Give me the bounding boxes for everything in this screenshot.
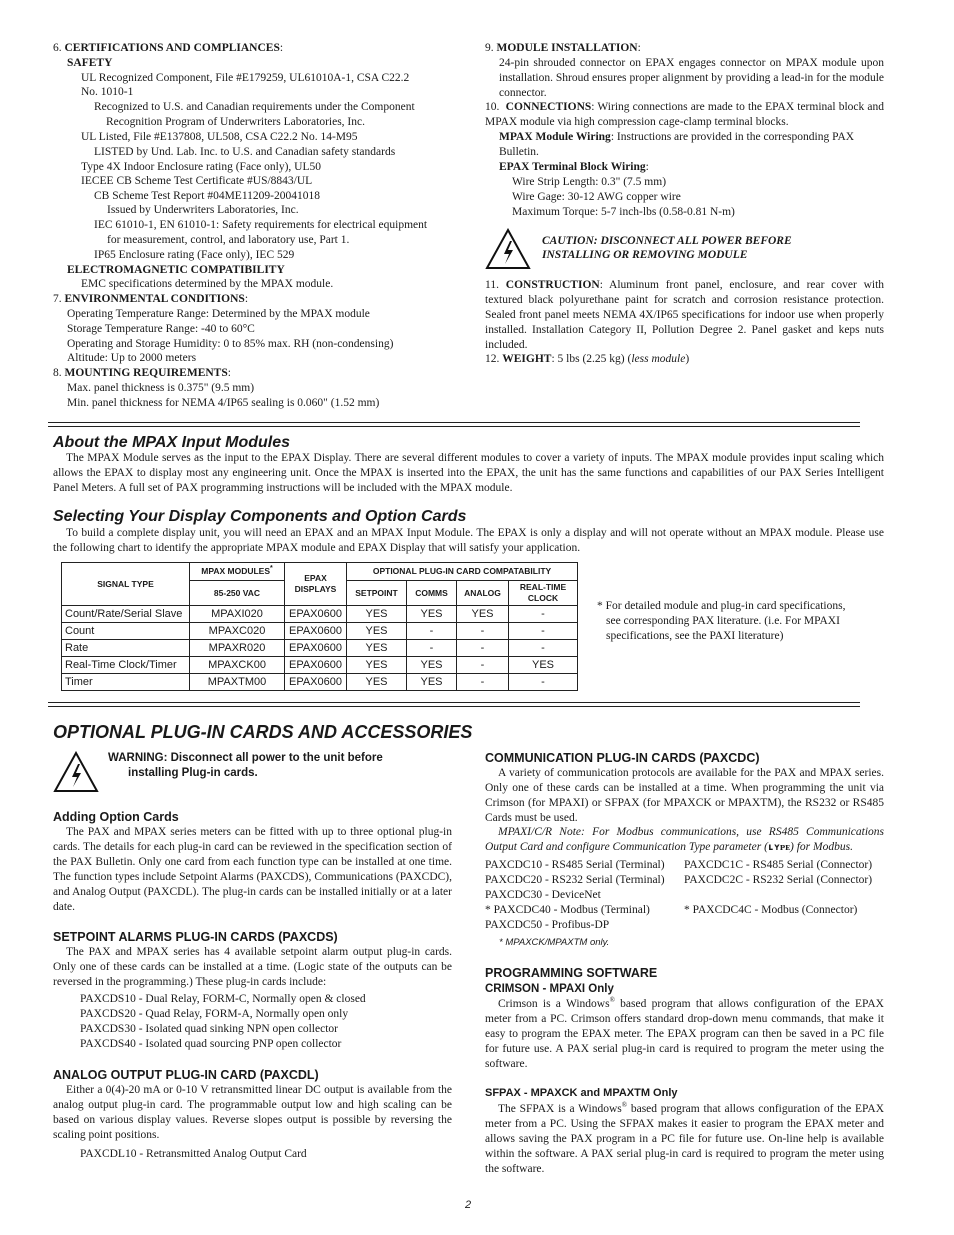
table-row bbox=[62, 674, 578, 691]
table-cell: - bbox=[457, 657, 509, 674]
table-cell: YES bbox=[407, 657, 457, 674]
table-cell: MPAXC020 bbox=[190, 623, 285, 640]
table-cell: EPAX0600 bbox=[285, 657, 347, 674]
paxcdl10: PAXCDL10 - Retransmitted Analog Output Card bbox=[80, 1148, 307, 1160]
col-analog: ANALOG bbox=[457, 581, 509, 606]
comm-modbus-note: MPAXI/C/R Note: For Modbus communications, use RS485 Communications Output Card and configure Communication Type parameter (ʟʏᴘᴇ) for Modbus. bbox=[485, 826, 884, 853]
wire-strip-length: Wire Strip Length: 0.3" (7.5 mm) bbox=[512, 176, 667, 188]
table-cell: - bbox=[407, 623, 457, 640]
analog-heading: ANALOG OUTPUT PLUG-IN CARD (PAXCDL) bbox=[53, 1068, 319, 1082]
programming-heading: PROGRAMMING SOFTWARE bbox=[485, 966, 658, 980]
table-cell: Count bbox=[62, 623, 190, 640]
caution-line-2: INSTALLING OR REMOVING MODULE bbox=[542, 249, 748, 261]
col-setpoint: SETPOINT bbox=[347, 581, 407, 606]
table-cell: EPAX0600 bbox=[285, 623, 347, 640]
table-cell: YES bbox=[347, 623, 407, 640]
paxcdc2c: PAXCDC2C - RS232 Serial (Connector) bbox=[684, 874, 873, 886]
mpaxck-note: * MPAXCK/MPAXTM only. bbox=[499, 937, 610, 948]
table-cell: MPAXCK00 bbox=[190, 657, 285, 674]
table-cell: - bbox=[457, 623, 509, 640]
col-comms: COMMS bbox=[407, 581, 457, 606]
ul-listed: UL Listed, File #E137808, UL508, CSA C22.2 No. 14-M95 bbox=[81, 131, 358, 143]
section-9-heading: 9. MODULE INSTALLATION: bbox=[485, 42, 641, 54]
col-epax-displays: EPAX DISPLAYS bbox=[285, 563, 347, 606]
table-cell: YES bbox=[509, 657, 578, 674]
table-note-1: * For detailed module and plug-in card specifications, bbox=[597, 600, 846, 612]
env-altitude: Altitude: Up to 2000 meters bbox=[67, 352, 197, 364]
paxcds40: PAXCDS40 - Isolated quad sourcing PNP open collector bbox=[80, 1038, 342, 1050]
mount-max-thickness: Max. panel thickness is 0.375" (9.5 mm) bbox=[67, 382, 255, 394]
setpoint-heading: SETPOINT ALARMS PLUG-IN CARDS (PAXCDS) bbox=[53, 930, 338, 944]
table-row bbox=[62, 640, 578, 657]
divider-mid-2 bbox=[48, 706, 860, 707]
crimson-body: Crimson is a Windows® based program that allows configuration of the EPAX meter from a PC. Crimson offers standard drop-down menu commands, that make it easy to program the EPAX meter. The EPAX program can then be saved in a PC file for future use. A PAX serial plug-in card is required to program the meter using the software. bbox=[485, 996, 884, 1070]
sfpax-body: The SFPAX is a Windows® based program that allows configuration of the EPAX meter from a PC. Using the SFPAX makes it easier to program the EPAX meter and allows saving the PAX program in a PC file for future use. On-line help is available within the software. A PAX serial plug-in card is required to program the meter using the software. bbox=[485, 1101, 885, 1175]
col-mpax-voltage: 85-250 VAC bbox=[190, 581, 285, 606]
sfpax-heading: SFPAX - MPAXCK and MPAXTM Only bbox=[485, 1087, 678, 1099]
table-cell: Real-Time Clock/Timer bbox=[62, 657, 190, 674]
adding-cards-heading: Adding Option Cards bbox=[53, 810, 179, 824]
table-cell: YES bbox=[407, 606, 457, 623]
col-mpax-modules: MPAX MODULES* bbox=[190, 563, 285, 581]
paxcdc20: PAXCDC20 - RS232 Serial (Terminal) bbox=[485, 874, 665, 886]
table-cell: Count/Rate/Serial Slave bbox=[62, 606, 190, 623]
paxcdc10: PAXCDC10 - RS485 Serial (Terminal) bbox=[485, 859, 665, 871]
paxcdc30: PAXCDC30 - DeviceNet bbox=[485, 889, 601, 901]
iec-61010-cont: for measurement, control, and laboratory use, Part 1. bbox=[107, 234, 350, 246]
paxcdc50: PAXCDC50 - Profibus-DP bbox=[485, 919, 610, 931]
table-row bbox=[62, 623, 578, 640]
table-cell: EPAX0600 bbox=[285, 640, 347, 657]
about-heading: About the MPAX Input Modules bbox=[53, 434, 291, 451]
warning-triangle-icon bbox=[53, 751, 99, 793]
table-cell: MPAXI020 bbox=[190, 606, 285, 623]
paxcdc4c: * PAXCDC4C - Modbus (Connector) bbox=[684, 904, 858, 916]
section-11-body: 11. CONSTRUCTION: Aluminum front panel, enclosure, and rear cover with textured black polyurethane paint for scratch and corrosion resistance protection. Sealed front panel meets NEMA 4X/IP65 specifications for indoor use when properly installed. Installation Category II, Pollution Degree 2. Panel gasket and keps nuts included. bbox=[485, 279, 885, 351]
iecee-cert: IECEE CB Scheme Test Certificate #US/8843/UL bbox=[81, 175, 313, 187]
ul-listed-desc: LISTED by Und. Lab. Inc. to U.S. and Canadian safety standards bbox=[94, 146, 396, 158]
table-cell: Rate bbox=[62, 640, 190, 657]
table-cell: - bbox=[457, 674, 509, 691]
env-storage-temp: Storage Temperature Range: -40 to 60°C bbox=[67, 323, 255, 335]
selecting-body: To build a complete display unit, you will need an EPAX and an MPAX Input Module. The EPAX is only a display and will not operate without an MPAX module. Please use the following chart to identify the appropriate MPAX module and EPAX Display that will satisfy your application. bbox=[53, 527, 884, 554]
warning-line-2: installing Plug-in cards. bbox=[128, 767, 258, 779]
env-humidity: Operating and Storage Humidity: 0 to 85% max. RH (non-condensing) bbox=[67, 338, 394, 350]
ul-recognized-desc: Recognized to U.S. and Canadian requirements under the Component bbox=[94, 101, 415, 113]
ip65-rating: IP65 Enclosure rating (Face only), IEC 529 bbox=[94, 249, 295, 261]
col-signal-type: SIGNAL TYPE bbox=[62, 563, 190, 606]
adding-cards-body: The PAX and MPAX series meters can be fitted with up to three optional plug-in cards. The details for each plug-in card can be reviewed in the specification section of the PAX Bulletin. Only one card from each function type can be installed at one time. The function types include Setpoint Alarms (PAXCDS), Communications (PAXCDC), and Analog Output (PAXCDL). The plug-in cards can be installed initially or at a later date. bbox=[53, 826, 452, 913]
paxcds30: PAXCDS30 - Isolated quad sinking NPN open collector bbox=[80, 1023, 338, 1035]
table-cell: EPAX0600 bbox=[285, 606, 347, 623]
section-10-body: 10. CONNECTIONS: Wiring connections are made to the EPAX terminal block and MPAX module via high compression cage-clamp terminal blocks. bbox=[485, 101, 884, 128]
section-8-heading: 8. MOUNTING REQUIREMENTS: bbox=[53, 367, 231, 379]
divider-top bbox=[48, 422, 860, 423]
table-cell: Timer bbox=[62, 674, 190, 691]
section-7-heading: 7. ENVIRONMENTAL CONDITIONS: bbox=[53, 293, 249, 305]
caution-line-1: CAUTION: DISCONNECT ALL POWER BEFORE bbox=[542, 235, 792, 247]
col-optional-cards: OPTIONAL PLUG-IN CARD COMPATABILITY bbox=[347, 563, 578, 581]
type-4x-rating: Type 4X Indoor Enclosure rating (Face only), UL50 bbox=[81, 161, 321, 173]
table-row bbox=[62, 606, 578, 623]
emc-subheading: ELECTROMAGNETIC COMPATIBILITY bbox=[67, 264, 285, 276]
selecting-heading: Selecting Your Display Components and Option Cards bbox=[53, 508, 467, 525]
table-cell: - bbox=[457, 640, 509, 657]
emc-desc: EMC specifications determined by the MPAX module. bbox=[81, 278, 334, 290]
env-operating-temp: Operating Temperature Range: Determined by the MPAX module bbox=[67, 308, 370, 320]
table-row bbox=[62, 657, 578, 674]
table-cell: YES bbox=[347, 640, 407, 657]
paxcdc40: * PAXCDC40 - Modbus (Terminal) bbox=[485, 904, 650, 916]
table-cell: - bbox=[407, 640, 457, 657]
table-note-2: see corresponding PAX literature. (i.e. For MPAXI bbox=[606, 615, 840, 627]
divider-mid bbox=[48, 702, 860, 703]
section-6-heading: 6. CERTIFICATIONS AND COMPLIANCES: bbox=[53, 42, 284, 54]
table-note-3: specifications, see the PAXI literature) bbox=[606, 630, 784, 642]
comm-heading: COMMUNICATION PLUG-IN CARDS (PAXCDC) bbox=[485, 751, 760, 765]
paxcdc1c: PAXCDC1C - RS485 Serial (Connector) bbox=[684, 859, 873, 871]
comm-body: A variety of communication protocols are available for the PAX and MPAX series. Only one of these cards can be installed at a time. When programming the unit via Crimson (for MPAXI) or SFPAX (for MPAXCK or MPAXTM), the RS232 or RS485 Cards must be used. bbox=[485, 767, 884, 824]
table-cell: MPAXR020 bbox=[190, 640, 285, 657]
table-cell: YES bbox=[457, 606, 509, 623]
col-rtc: REAL-TIME CLOCK bbox=[509, 581, 578, 606]
crimson-heading: CRIMSON - MPAXI Only bbox=[485, 983, 614, 995]
paxcds10: PAXCDS10 - Dual Relay, FORM-C, Normally open & closed bbox=[80, 993, 366, 1005]
table-cell: - bbox=[509, 623, 578, 640]
max-torque: Maximum Torque: 5-7 inch-lbs (0.58-0.81 N-m) bbox=[512, 206, 735, 218]
cb-report: CB Scheme Test Report #04ME11209-20041018 bbox=[94, 190, 320, 202]
paxcds20: PAXCDS20 - Quad Relay, FORM-A, Normally open only bbox=[80, 1008, 349, 1020]
setpoint-body: The PAX and MPAX series has 4 available setpoint alarm output plug-in cards. Only one of these cards can be installed at a time. (Logic state of the outputs can be reversed in the programming.) These plug-in cards include: bbox=[53, 946, 452, 988]
module-compatibility-table bbox=[61, 562, 578, 691]
page-number: 2 bbox=[465, 1199, 472, 1211]
table-cell: EPAX0600 bbox=[285, 674, 347, 691]
wire-gage: Wire Gage: 30-12 AWG copper wire bbox=[512, 191, 681, 203]
optional-cards-heading: OPTIONAL PLUG-IN CARDS AND ACCESSORIES bbox=[53, 722, 473, 742]
mount-min-thickness: Min. panel thickness for NEMA 4/IP65 sealing is 0.060" (1.52 mm) bbox=[67, 397, 380, 409]
table-cell: YES bbox=[347, 606, 407, 623]
table-cell: - bbox=[509, 640, 578, 657]
table-cell: MPAXTM00 bbox=[190, 674, 285, 691]
section-12-body: 12. WEIGHT: 5 lbs (2.25 kg) (less module) bbox=[485, 353, 690, 365]
ul-recognized-desc2: Recognition Program of Underwriters Laboratories, Inc. bbox=[106, 116, 365, 128]
table-cell: - bbox=[509, 606, 578, 623]
safety-subheading: SAFETY bbox=[67, 57, 113, 69]
mpax-wiring: MPAX Module Wiring: Instructions are provided in the corresponding PAX Bulletin. bbox=[499, 131, 855, 158]
warning-triangle-icon bbox=[485, 228, 531, 270]
about-body: The MPAX Module serves as the input to the EPAX Display. There are several different modules to cover a variety of inputs. The MPAX module provides input scaling which allows the EPAX to display most any engineering unit. Once the MPAX is inserted into the EPAX, the unit has the same functions and capabilities of our PAX Series Intelligent Panel Meters. A full set of PAX programming instructions will be included with the MPAX module. bbox=[53, 452, 884, 494]
table-cell: YES bbox=[347, 657, 407, 674]
section-9-body: 24-pin shrouded connector on EPAX engages connector on MPAX module upon installation. Shroud ensures proper alignment by providing a lead-in for the module connector. bbox=[499, 57, 884, 99]
divider-top-2 bbox=[48, 426, 860, 427]
cb-report-issued: Issued by Underwriters Laboratories, Inc. bbox=[107, 204, 299, 216]
table-cell: YES bbox=[347, 674, 407, 691]
analog-body: Either a 0(4)-20 mA or 0-10 V retransmitted linear DC output is available from the analog output plug-in card. The programmable output low and high scaling can be based on various display values. Reverse slopes output is possible by reversing the scaling point positions. bbox=[53, 1084, 452, 1141]
epax-wiring-heading: EPAX Terminal Block Wiring: bbox=[499, 161, 649, 173]
ul-recognized-cont: No. 1010-1 bbox=[81, 86, 134, 98]
warning-line-1: WARNING: Disconnect all power to the unit before bbox=[108, 752, 383, 764]
table-cell: - bbox=[509, 674, 578, 691]
iec-61010: IEC 61010-1, EN 61010-1: Safety requirements for electrical equipment bbox=[94, 219, 428, 231]
ul-recognized: UL Recognized Component, File #E179259, UL61010A-1, CSA C22.2 bbox=[81, 72, 410, 84]
table-cell: YES bbox=[407, 674, 457, 691]
